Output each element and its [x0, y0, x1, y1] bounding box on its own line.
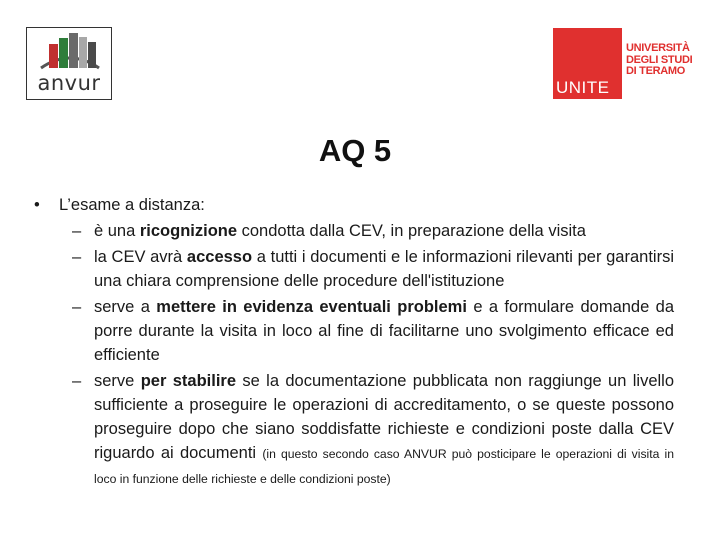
sub-item-bold: ricognizione — [139, 222, 238, 240]
bullet-item — [34, 193, 674, 217]
unite-line-1: UNIVERSITÀ — [626, 42, 690, 54]
anvur-bar-green — [59, 38, 68, 68]
sub-item-bold: accesso — [186, 248, 253, 266]
unite-logo — [553, 28, 698, 100]
sub-item-bold: per stabilire — [140, 372, 237, 390]
sub-item — [34, 369, 674, 491]
anvur-bar-dark — [88, 42, 96, 68]
sub-item — [34, 295, 674, 367]
slide-content — [34, 193, 674, 493]
sub-item-text: serve a — [94, 298, 157, 316]
unite-logo-lines — [626, 43, 692, 78]
unite-line-3: DI TERAMO — [626, 65, 686, 77]
anvur-logo-text: anvur — [37, 71, 101, 95]
dash-marker: – — [72, 372, 82, 390]
unite-logo-word: UNITE — [556, 78, 610, 97]
dash-marker: – — [72, 298, 82, 316]
anvur-bar-red — [49, 44, 58, 68]
bullet-marker: • — [34, 196, 40, 214]
sub-item-text: condotta dalla CEV, in preparazione della visita — [237, 222, 586, 240]
sub-item-text: è una — [94, 222, 140, 240]
sub-item-text: e a formulare domande da porre durante la visita in loco al fine di facilitarne uno svolgimento efficace ed efficiente — [94, 298, 675, 364]
sub-item-text: la CEV avrà — [94, 248, 187, 266]
unite-logo-box — [553, 28, 622, 99]
dash-marker: – — [72, 248, 82, 266]
sub-item — [34, 245, 674, 293]
anvur-bar-light — [79, 37, 87, 68]
sub-item — [34, 219, 674, 243]
sub-item-text: a tutti i documenti e le informazioni rilevanti per garantirsi una chiara comprensione delle procedure dell'istituzione — [94, 248, 674, 290]
bullet-heading: L’esame a distanza: — [59, 196, 205, 214]
sub-item-note: (in questo secondo caso ANVUR può posticipare le operazioni di visita in loco in funzione delle richieste e delle condizioni poste) — [94, 447, 674, 486]
sub-list — [34, 219, 674, 491]
sub-item-text: se la documentazione pubblicata non raggiunge un livello sufficiente a proseguire le operazioni di accreditamento, o se queste possono proseguire dopo che siano soddisfatte richieste e condizioni poste dalla CEV riguardo ai documenti — [94, 372, 675, 462]
sub-item-bold: mettere in evidenza eventuali problemi — [156, 298, 467, 316]
slide-title: AQ 5 — [318, 133, 392, 168]
anvur-logo — [26, 27, 112, 100]
sub-item-text: serve — [94, 372, 141, 390]
anvur-bar-gray — [69, 33, 78, 68]
dash-marker: – — [72, 222, 82, 240]
unite-line-2: DEGLI STUDI — [626, 53, 693, 66]
